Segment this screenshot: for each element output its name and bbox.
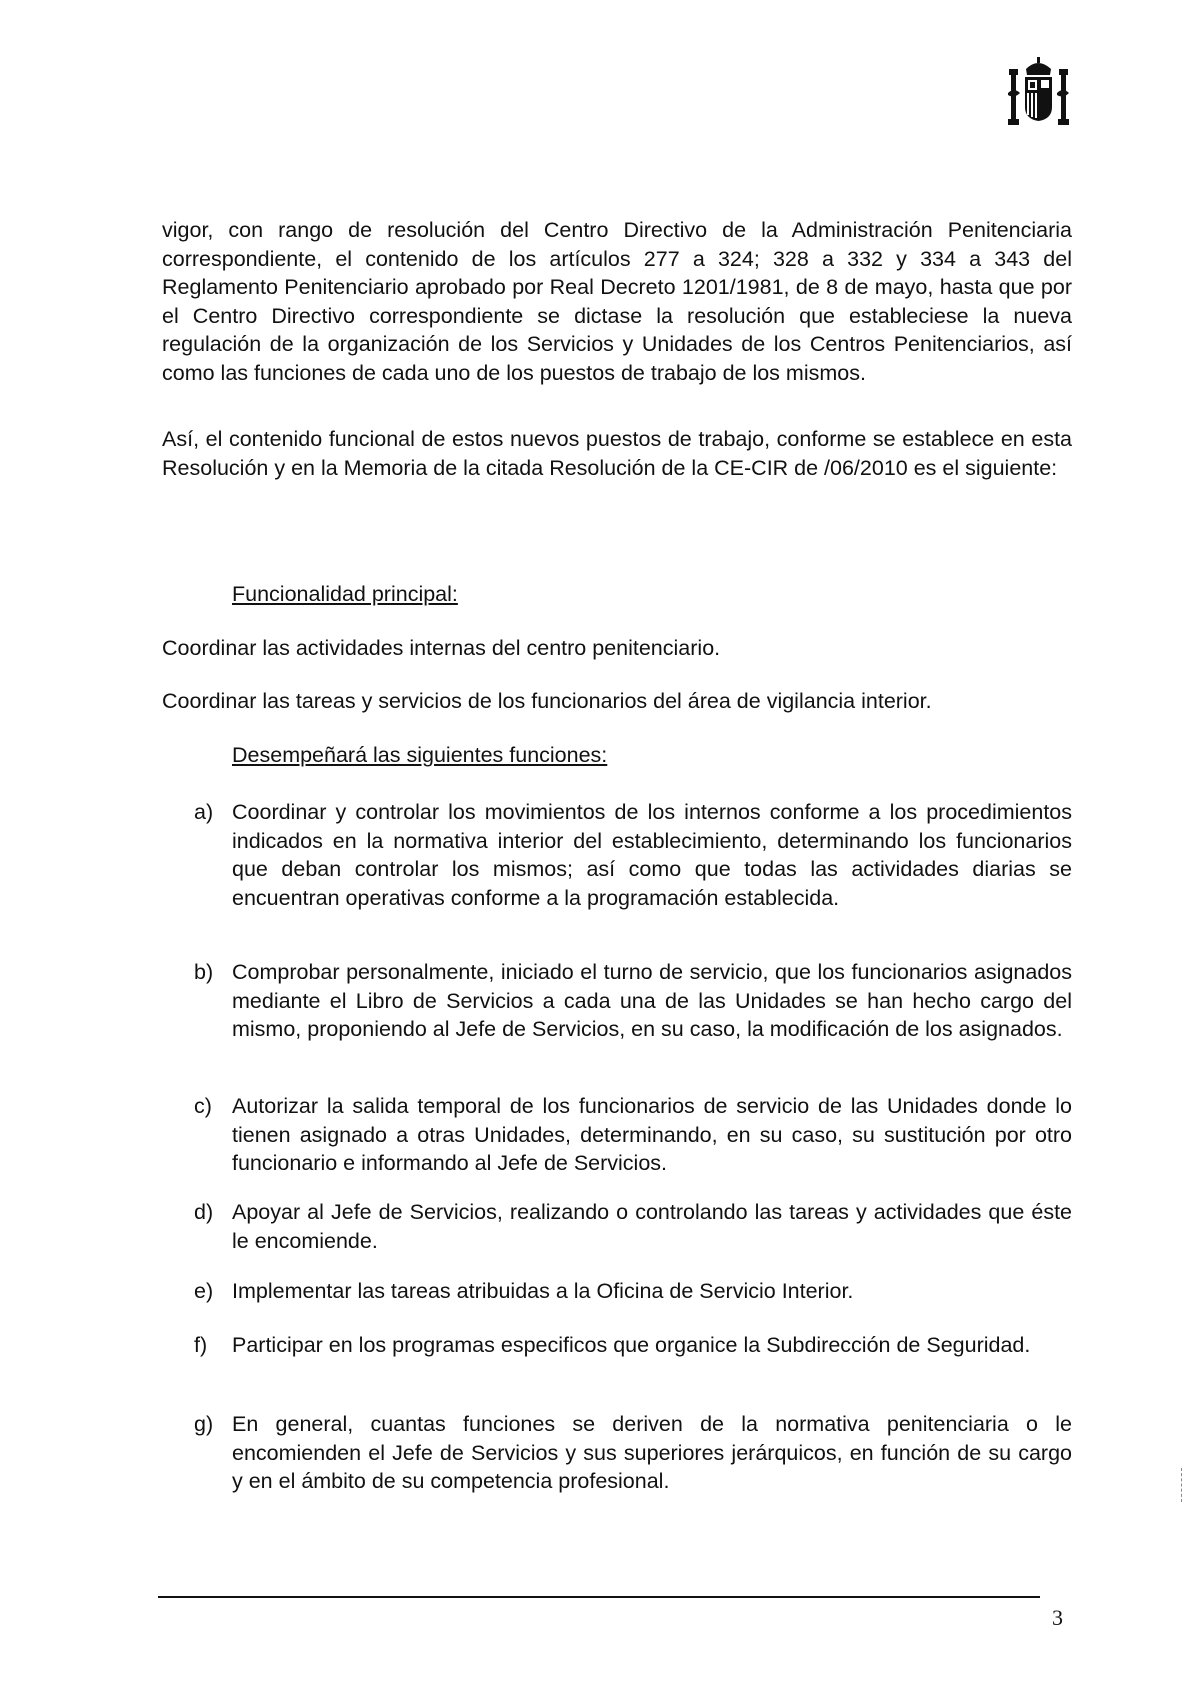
spanish-coat-of-arms-icon [1006,55,1071,130]
item-text: En general, cuantas funciones se deriven de la normativa penitenciaria o le encomienden el Jefe de Servicios y sus superiores jerárquicos, en función de su cargo y en el ámbito de su competencia profesional. [232,1412,1072,1493]
item-text: Participar en los programas especificos que organice la Subdirección de Seguridad. [232,1333,1031,1357]
item-text: Coordinar y controlar los movimientos de los internos conforme a los procedimientos indicados en la normativa interior del establecimiento, determinando los funcionarios que deban controlar los mismos; así como que todas las actividades diarias se encuentran operativas conforme a la programación establecida. [232,800,1072,910]
item-text: Comprobar personalmente, iniciado el turno de servicio, que los funcionarios asignados mediante el Libro de Servicios a cada una de las Unidades se han hecho cargo del mismo, proponiendo al Jefe de Servicios, en su caso, la modificación de los asignados. [232,960,1072,1041]
functions-heading: Desempeñará las siguientes funciones: [232,743,608,767]
item-label: e) [194,1279,214,1303]
function-item-g [194,1410,1072,1496]
item-label: f) [194,1333,208,1357]
function-item-f [194,1331,1072,1360]
second-paragraph-text: Así, el contenido funcional de estos nuevos puestos de trabajo, conforme se establece en esta Resolución y en la Memoria de la citada Resolución de la CE-CIR de /06/2010 es el siguiente: [162,427,1072,480]
function-item-c [194,1092,1072,1178]
item-text: Apoyar al Jefe de Servicios, realizando o controlando las tareas y actividades que éste le encomiende. [232,1200,1072,1253]
page-number: 3 [1052,1605,1063,1630]
item-text: Implementar las tareas atribuidas a la Oficina de Servicio Interior. [232,1279,854,1303]
function-item-e [194,1277,1072,1306]
item-text: Autorizar la salida temporal de los funcionarios de servicio de las Unidades donde lo tienen asignado a otras Unidades, determinando, en su caso, su sustitución por otro funcionario e informando al Jefe de Servicios. [232,1094,1072,1175]
main-functionality-heading: Funcionalidad principal: [232,582,458,606]
item-label: b) [194,960,214,984]
function-item-d [194,1198,1072,1255]
intro-paragraph-text: vigor, con rango de resolución del Centro Directivo de la Administración Penitenciaria correspondiente, el contenido de los artículos 277 a 324; 328 a 332 y 334 a 343 del Reglamento Penitenciario aprobado por Real Decreto 1201/1981, de 8 de mayo, hasta que por el Centro Directivo correspondiente se dictase la resolución que estableciese la nueva regulación de la organización de los Servicios y Unidades de los Centros Penitenciarios, así como las funciones de cada uno de los puestos de trabajo de los mismos. [162,218,1072,385]
scan-margin-mark [1181,1468,1183,1502]
item-label: g) [194,1412,214,1436]
item-label: d) [194,1200,214,1224]
item-label: c) [194,1094,212,1118]
item-label: a) [194,800,214,824]
main-functionality-line: Coordinar las actividades internas del centro penitenciario. [162,636,721,660]
function-item-b [194,958,1072,1044]
function-item-a [194,798,1072,912]
footer-divider [158,1596,1040,1598]
main-functionality-line: Coordinar las tareas y servicios de los funcionarios del área de vigilancia interior. [162,689,932,713]
second-paragraph [162,425,1072,482]
intro-paragraph [162,216,1072,387]
